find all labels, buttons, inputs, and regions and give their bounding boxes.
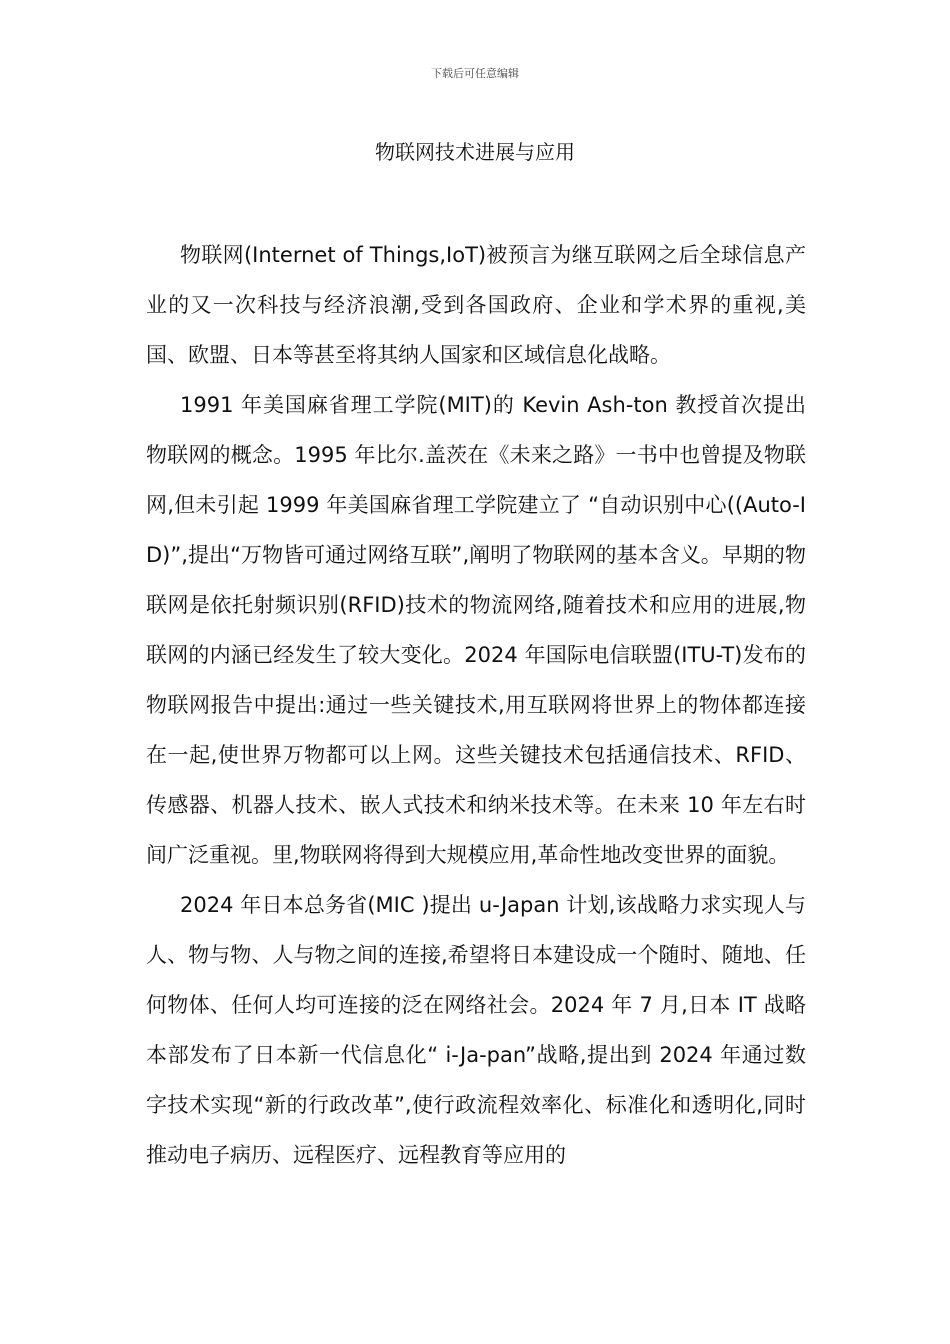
page-header-note: 下载后可任意编辑 [431, 67, 519, 80]
document-body [146, 230, 806, 1180]
paragraph-iot-history: 1991 年美国麻省理工学院(MIT)的 Kevin Ash-ton 教授首次提出物联网的概念。1995 年比尔.盖茨在《未来之路》一书中也曾提及物联网,但未引起 1999 年美国麻省理工学院建立了 “自动识别中心((Auto-ID)”,提出“万物皆可通过网络互联”,阐明了物联网的基本含义。早期的物联网是依托射频识别(RFID)技术的物流网络,随着技术和应用的进展,物联网的内涵已经发生了较大变化。2024 年国际电信联盟(ITU-T)发布的物联网报告中提出:通过一些关键技术,用互联网将世界上的物体都连接在一起,使世界万物都可以上网。这些关键技术包括通信技术、RFID、传感器、机器人技术、嵌人式技术和纳米技术等。在未来 10 年左右时间广泛重视。里,物联网将得到大规模应用,革命性地改变世界的面貌。 [146, 393, 806, 867]
document-title: 物联网技术进展与应用 [375, 140, 575, 164]
paragraph-japan-strategy: 2024 年日本总务省(MIC )提出 u-Japan 计划,该战略力求实现人与人、物与物、人与物之间的连接,希望将日本建设成一个随时、随地、任何物体、任何人均可连接的泛在网络社会。2024 年 7 月,日本 IT 战略本部发布了日本新一代信息化“ i-Ja-pan”战略,提出到 2024 年通过数字技术实现“新的行政改革”,使行政流程效率化、标准化和透明化,同时推动电子病历、远程医疗、远程教育等应用的 [146, 893, 806, 1167]
paragraph-iot-intro: 物联网(Internet of Things,IoT)被预言为继互联网之后全球信息产业的又一次科技与经济浪潮,受到各国政府、企业和学术界的重视,美国、欧盟、日本等甚至将其纳人国家和区域信息化战略。 [146, 243, 806, 367]
